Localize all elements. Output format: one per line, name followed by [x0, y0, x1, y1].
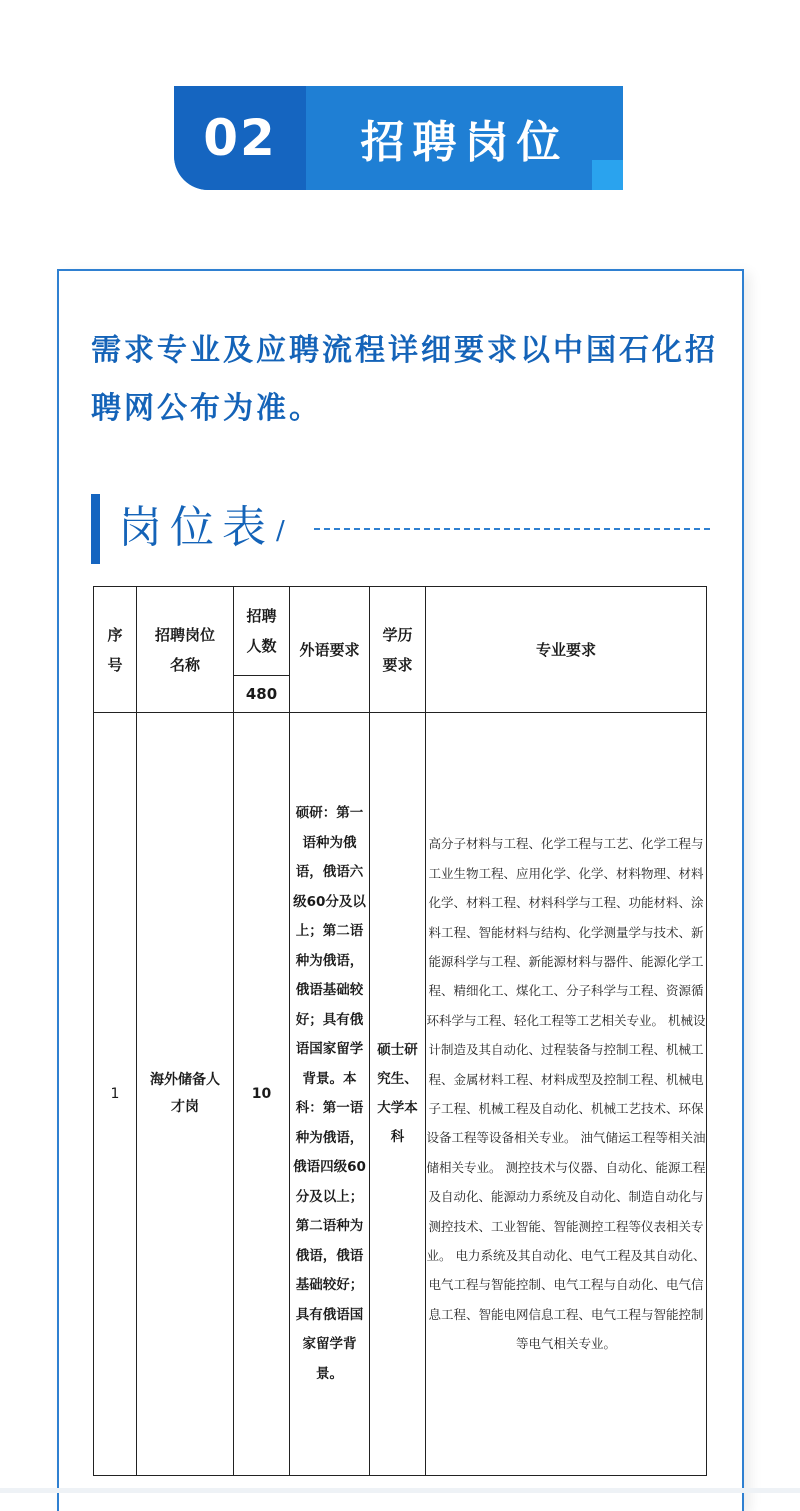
header-count	[234, 587, 290, 676]
section-header-banner	[174, 86, 623, 190]
row-major: 高分子材料与工程、化学工程与工艺、化学工程与工业生物工程、应用化学、化学、材料物理、材料化学、材料工程、材料科学与工程、功能材料、涂料工程、智能材料与结构、化学测量学与技术、新能源科学与工程、新能源材料与器件、能源化学工程、精细化工、煤化工、分子科学与工程、资源循环科学与工程、轻化工程等工艺相关专业。 机械设计制造及其自动化、过程装备与控制工程、机械工程、金属材料工程、材料成型及控制工程、机械电子工程、机械工程及自动化、机械工艺技术、环保设备工程等设备相关专业。 油气储运工程等相关油储相关专业。 测控技术与仪器、自动化、能源工程及自动化、能源动力系统及自动化、制造自动化与测控技术、工业智能、智能测控工程等仪表相关专业。 电力系统及其自动化、电气工程及其自动化、电气工程与智能控制、电气工程与自动化、电气信息工程、智能电网信息工程、电气工程与智能控制等电气相关专业。	[426, 713, 707, 1476]
section-title-bar	[91, 494, 100, 564]
section-divider	[314, 528, 710, 530]
header-name	[137, 587, 234, 713]
table-row	[94, 713, 707, 1476]
header-no-label: 序号	[107, 625, 123, 674]
bottom-edge	[0, 1488, 800, 1493]
row-education	[370, 713, 426, 1476]
row-language: 硕研：第一语种为俄语，俄语六级60分及以上；第二语种为俄语，俄语基础较好；具有俄语国家留学背景。本科：第一语种为俄语，俄语四级60分及以上；第二语种为俄语，俄语基础较好；具有俄语国家留学背景。	[290, 713, 370, 1476]
header-name-label: 招聘岗位名称	[154, 625, 215, 674]
section-header-title: 招聘岗位	[360, 117, 569, 168]
header-no	[94, 587, 137, 713]
header-language-label: 外语要求	[299, 640, 360, 659]
jobs-table	[93, 586, 707, 1476]
header-count-label: 招聘人数	[246, 606, 277, 655]
header-education	[370, 587, 426, 713]
total-count: 480	[234, 675, 290, 712]
header-major	[426, 587, 707, 713]
header-language	[290, 587, 370, 713]
section-title: 岗位表	[118, 502, 274, 553]
row-count: 10	[234, 713, 290, 1476]
header-education-label: 学历要求	[382, 625, 413, 674]
row-name-text: 海外储备人才岗	[150, 1072, 220, 1115]
notice-text: 需求专业及应聘流程详细要求以中国石化招聘网公布为准。	[91, 333, 718, 426]
section-title-slash: /	[276, 516, 285, 546]
row-no: 1	[94, 713, 137, 1476]
row-education-text: 硕士研究生、大学本科	[377, 1042, 418, 1145]
row-name	[137, 713, 234, 1476]
header-major-label: 专业要求	[535, 640, 596, 659]
header-accent-square	[592, 160, 623, 190]
section-number: 02	[174, 86, 306, 190]
